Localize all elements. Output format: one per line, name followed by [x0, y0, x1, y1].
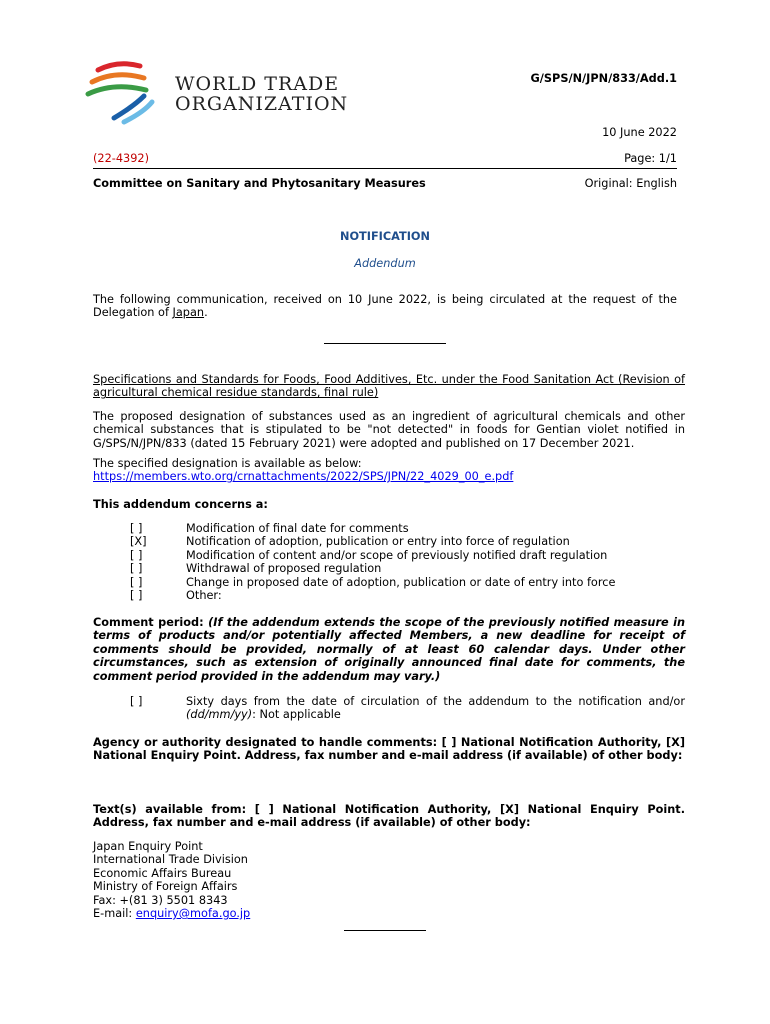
page-number: Page: 1/1: [624, 152, 677, 165]
address-line: Economic Affairs Bureau: [93, 866, 232, 880]
logo-line1: WORLD TRADE: [175, 73, 340, 95]
sixty-days-format: (dd/mm/yy): [186, 708, 253, 722]
texts-available-paragraph: Text(s) available from: [ ] National Notification Authority, [X] National Enquiry Point. Address, fax number and e-mail address (if available) of other body:: [93, 803, 685, 830]
checkbox[interactable]: [X]: [130, 535, 147, 549]
logo-line2: ORGANIZATION: [175, 93, 349, 115]
address-line: International Trade Division: [93, 853, 248, 867]
checklist-item: [130, 562, 690, 575]
intro-paragraph: [93, 293, 677, 320]
doc-date: 10 June 2022: [602, 126, 677, 139]
measure-subject: Specifications and Standards for Foods, Food Additives, Etc. under the Food Sanitation Act (Revision of agricultural chemical residue standards, final rule): [93, 373, 685, 400]
comment-period: [93, 616, 685, 683]
committee: Committee on Sanitary and Phytosanitary Measures: [93, 177, 426, 190]
sixty-days-box[interactable]: [ ]: [130, 695, 143, 708]
doc-symbol: G/SPS/N/JPN/833/Add.1: [530, 72, 677, 85]
agency-paragraph: Agency or authority designated to handle comments: [ ] National Notification Authority, [X] National Enquiry Point. Address, fax number and e-mail address (if available) of other body:: [93, 736, 685, 763]
paragraph-1: The proposed designation of substances used as an ingredient of agricultural chemicals and other chemical substances that is stipulated to be "not detected" in foods for Gentian violet notified in G/SPS/N/JPN/833 (dated 15 February 2021) were adopted and published on 17 December 2021.: [93, 410, 685, 450]
available-text: The specified designation is available as below:: [93, 457, 362, 470]
checklist-label: Notification of adoption, publication or entry into force of regulation: [186, 535, 570, 549]
checkbox[interactable]: [ ]: [130, 562, 143, 576]
checkbox[interactable]: [ ]: [130, 575, 143, 589]
intro-text: The following communication, received on 10 June 2022, is being circulated at the request of the Delegation of: [93, 293, 677, 320]
original-language: Original: English: [584, 177, 677, 190]
attachment-link[interactable]: https://members.wto.org/crnattachments/2022/SPS/JPN/22_4029_00_e.pdf: [93, 470, 514, 483]
checklist-label: Modification of content and/or scope of previously notified draft regulation: [186, 548, 608, 562]
checklist-item: [130, 535, 690, 548]
address-block: [93, 840, 250, 920]
checklist-item: [130, 522, 690, 535]
concerns-heading: This addendum concerns a:: [93, 498, 268, 511]
checkbox[interactable]: [ ]: [130, 548, 143, 562]
checklist-label: Other:: [186, 589, 222, 602]
intro-text-end: .: [204, 306, 208, 320]
logo-title: [175, 74, 348, 114]
notification-title: NOTIFICATION: [339, 230, 430, 243]
sixty-days-text: [186, 695, 685, 722]
comment-period-text: (If the addendum extends the scope of the previously notified measure in terms of products and/or potentially affected Members, a new deadline for receipt of comments should be provided, normally of at least 60 calendar days. Under other circumstances, such as extension of originally announced final date for comments, the comment period provided in the addendum may vary.): [93, 616, 686, 683]
separator-rule: [324, 343, 446, 344]
checklist-label: Withdrawal of proposed regulation: [186, 562, 382, 576]
checklist-label: Change in proposed date of adoption, publication or date of entry into force: [186, 575, 616, 589]
email-label: E-mail:: [93, 907, 136, 921]
sixty-days-main: Sixty days from the date of circulation of the addendum to the notification and/or: [186, 695, 685, 708]
wto-logo-icon: [84, 56, 164, 128]
address-line: Ministry of Foreign Affairs: [93, 880, 238, 894]
address-line: Japan Enquiry Point: [93, 840, 203, 853]
checklist-item: [130, 576, 690, 589]
email-line: [93, 907, 250, 920]
end-rule: [344, 930, 426, 931]
checkbox[interactable]: [ ]: [130, 589, 143, 602]
addendum-subtitle: Addendum: [354, 257, 416, 270]
comment-period-label: Comment period:: [93, 616, 209, 629]
ref-number: (22-4392): [93, 152, 150, 165]
checkbox[interactable]: [ ]: [130, 522, 143, 535]
checklist-label: Modification of final date for comments: [186, 522, 409, 535]
checklist-item: [130, 549, 690, 562]
header-rule: [93, 168, 677, 169]
checklist-item: [130, 589, 690, 602]
address-line: Fax: +(81 3) 5501 8343: [93, 893, 228, 907]
wto-logo: [84, 56, 164, 128]
intro-country: Japan: [172, 306, 205, 320]
sixty-days-tail: : Not applicable: [252, 708, 341, 722]
email-link[interactable]: enquiry@mofa.go.jp: [135, 907, 251, 921]
